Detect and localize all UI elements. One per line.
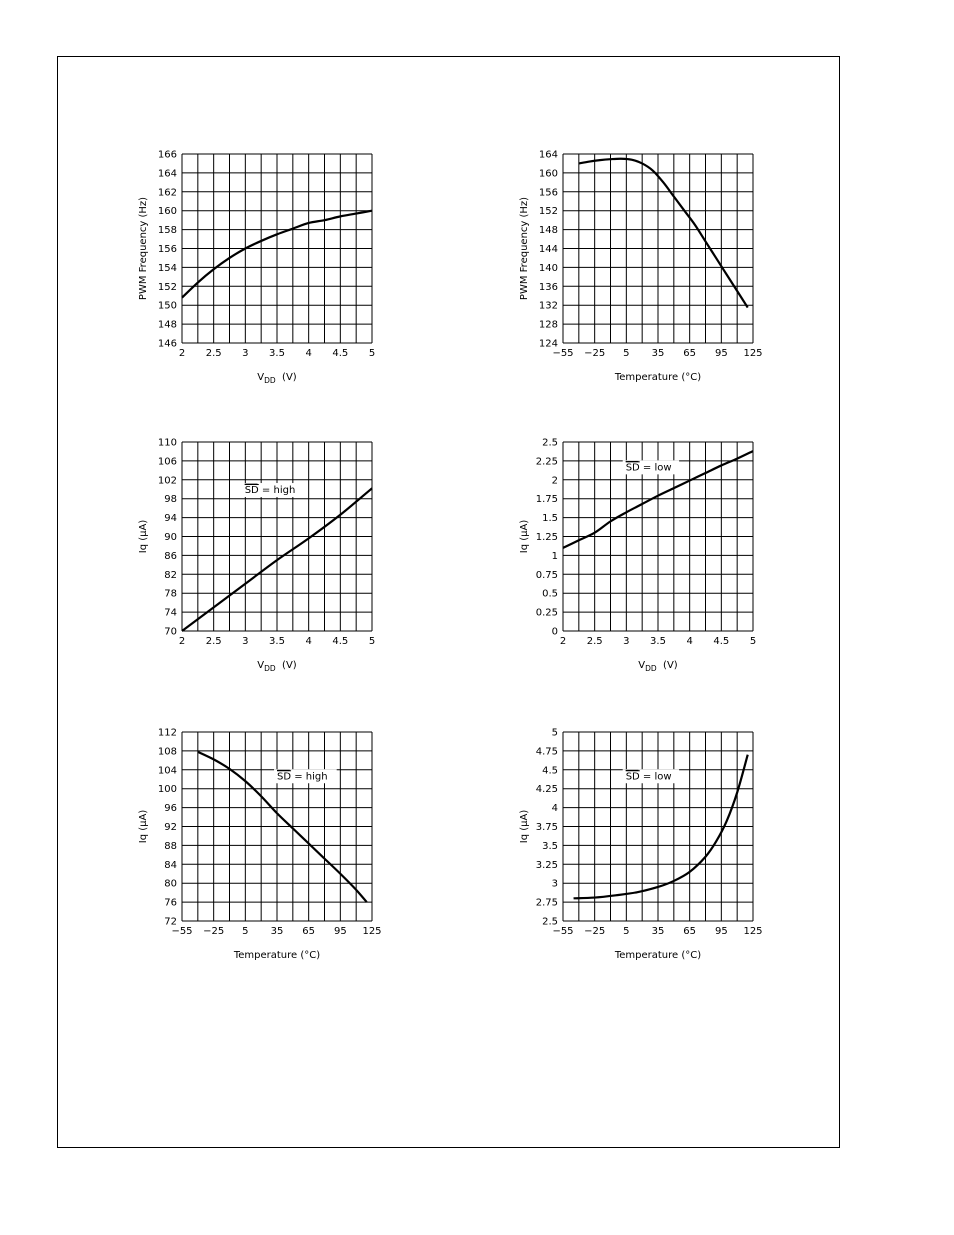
y-tick-label: 4 [551,803,558,815]
x-tick-label: 3.5 [650,636,666,647]
chart-pwm-frequency-vs-vdd [120,140,400,400]
x-tick-label: 4 [305,348,312,359]
y-tick-label: 2.25 [535,456,558,468]
y-axis-label: PWM Frequency (Hz) [138,196,149,301]
y-tick-label: 88 [164,840,177,852]
y-tick-label: 3.5 [542,840,558,852]
y-tick-label: 148 [157,319,177,331]
y-tick-label: 160 [157,206,177,218]
x-tick-label: 35 [651,348,665,359]
x-tick-label: −55 [552,348,574,359]
x-tick-label: 3.5 [269,636,285,647]
y-tick-label: 0.25 [535,607,558,619]
chart-pwm-frequency-vs-temperature [500,140,780,400]
annotation-text: SD = low [625,771,672,783]
x-tick-label: 125 [743,348,763,359]
x-tick-label: 4 [686,636,693,647]
y-tick-label: 4.75 [535,746,558,758]
y-tick-label: 132 [538,300,558,312]
y-tick-label: 1.75 [535,494,558,506]
x-tick-label: 5 [623,926,630,937]
y-axis-label: PWM Frequency (Hz) [519,196,530,301]
x-tick-label: 4.5 [713,636,730,647]
y-tick-label: 2.5 [542,437,558,449]
y-tick-label: 150 [157,300,177,312]
y-axis-label: Iq (µA) [138,809,149,844]
y-tick-label: 136 [538,281,558,293]
chart-iq-vs-vdd-sd-low [500,428,780,688]
y-tick-label: 94 [164,513,177,525]
y-tick-label: 152 [157,281,177,293]
y-tick-label: 3.75 [535,822,558,833]
y-tick-label: 158 [157,225,177,237]
y-tick-label: 78 [164,588,177,600]
y-tick-label: 70 [164,626,177,638]
x-tick-label: 95 [333,926,347,937]
x-tick-label: 2 [178,348,186,359]
y-tick-label: 102 [157,475,177,487]
annotation-sd [242,483,305,497]
x-axis-label: $V_{DD}$ (V) [257,372,297,385]
y-tick-label: 156 [157,244,177,255]
x-tick-label: 5 [623,348,630,359]
x-tick-label: −55 [552,926,574,937]
y-tick-label: 164 [157,168,177,180]
x-tick-label: 5 [242,926,249,937]
y-tick-label: 0.5 [542,588,558,600]
x-tick-label: 3 [242,636,249,647]
x-tick-label: 2.5 [205,348,222,359]
y-tick-label: 4.5 [542,765,558,777]
y-tick-label: 156 [538,187,558,199]
y-tick-label: 72 [164,916,177,928]
x-tick-label: 65 [683,348,697,359]
chart-iq-vs-temperature-sd-low [500,718,780,978]
x-tick-label: 2.5 [205,636,222,647]
y-tick-label: 164 [538,149,558,161]
y-tick-label: 1.5 [542,513,558,525]
annotation-text: SD = low [625,462,672,474]
x-tick-label: 65 [683,926,697,937]
x-tick-label: 2 [559,636,567,647]
x-tick-label: 65 [302,926,316,937]
y-tick-label: 108 [157,746,177,758]
y-tick-label: 1.25 [535,532,558,543]
y-tick-label: 124 [538,338,558,350]
y-tick-label: 146 [157,338,177,350]
x-tick-label: 95 [714,926,728,937]
y-tick-label: 104 [157,765,177,777]
y-tick-label: 2 [551,475,558,487]
x-tick-label: 2 [178,636,186,647]
y-tick-label: 80 [164,878,177,890]
y-tick-label: 2.75 [535,897,558,909]
y-tick-label: 4.25 [535,784,558,796]
x-tick-label: 125 [743,926,763,937]
annotation-text: SD = high [244,485,296,497]
y-tick-label: 96 [164,803,177,815]
y-tick-label: 128 [538,319,558,331]
y-tick-label: 5 [551,727,558,739]
y-tick-label: 2.5 [542,916,558,928]
y-tick-label: 98 [164,494,177,506]
y-tick-label: 112 [157,727,177,739]
y-tick-label: 148 [538,225,558,237]
x-tick-label: −25 [584,926,606,937]
x-tick-label: 5 [368,348,376,359]
x-axis-label: $V_{DD}$ (V) [638,660,678,673]
annotation-sd [623,460,679,474]
chart-iq-vs-vdd-sd-high [120,428,400,688]
y-tick-label: 84 [164,859,177,871]
x-tick-label: 95 [714,348,728,359]
y-axis-label: Iq (µA) [519,809,530,844]
x-tick-label: 2.5 [586,636,603,647]
y-tick-label: 106 [157,456,177,468]
annotation-text: SD = high [277,771,328,783]
y-tick-label: 166 [157,149,177,161]
annotation-sd [623,769,679,783]
y-tick-label: 3.25 [535,859,558,871]
x-tick-label: 3 [242,348,249,359]
y-axis-label: Iq (µA) [519,519,530,554]
x-tick-label: 35 [651,926,665,937]
y-tick-label: 144 [538,244,558,255]
data-series-line [579,159,748,308]
y-tick-label: 82 [164,569,177,581]
y-tick-label: 74 [164,607,177,619]
y-tick-label: 162 [157,187,177,199]
x-tick-label: −25 [584,348,606,359]
x-tick-label: 35 [270,926,284,937]
y-tick-label: 0.75 [535,569,558,581]
y-tick-label: 90 [164,532,177,543]
y-tick-label: 110 [157,437,177,449]
y-tick-label: 92 [164,822,177,833]
y-tick-label: 0 [551,626,558,638]
y-tick-label: 1 [551,550,558,562]
x-axis-label: $V_{DD}$ (V) [257,660,297,673]
y-tick-label: 100 [157,784,177,796]
chart-iq-vs-temperature-sd-high [120,718,400,978]
annotation-sd [274,769,337,783]
x-axis-label: Temperature (°C) [233,950,321,961]
y-tick-label: 160 [538,168,558,180]
x-axis-label: Temperature (°C) [614,950,702,961]
y-tick-label: 140 [538,262,558,274]
x-tick-label: 4.5 [332,636,349,647]
x-tick-label: 4.5 [332,348,349,359]
x-tick-label: 4 [305,636,312,647]
x-tick-label: 3.5 [269,348,285,359]
y-axis-label: Iq (µA) [138,519,149,554]
x-tick-label: −25 [203,926,225,937]
x-tick-label: 3 [623,636,630,647]
x-tick-label: 5 [749,636,757,647]
y-tick-label: 3 [551,878,558,890]
y-tick-label: 86 [164,550,177,562]
x-tick-label: 5 [368,636,376,647]
y-tick-label: 76 [164,897,177,909]
x-tick-label: −55 [171,926,193,937]
x-axis-label: Temperature (°C) [614,372,702,383]
y-tick-label: 152 [538,206,558,218]
x-tick-label: 125 [362,926,382,937]
y-tick-label: 154 [157,262,177,274]
